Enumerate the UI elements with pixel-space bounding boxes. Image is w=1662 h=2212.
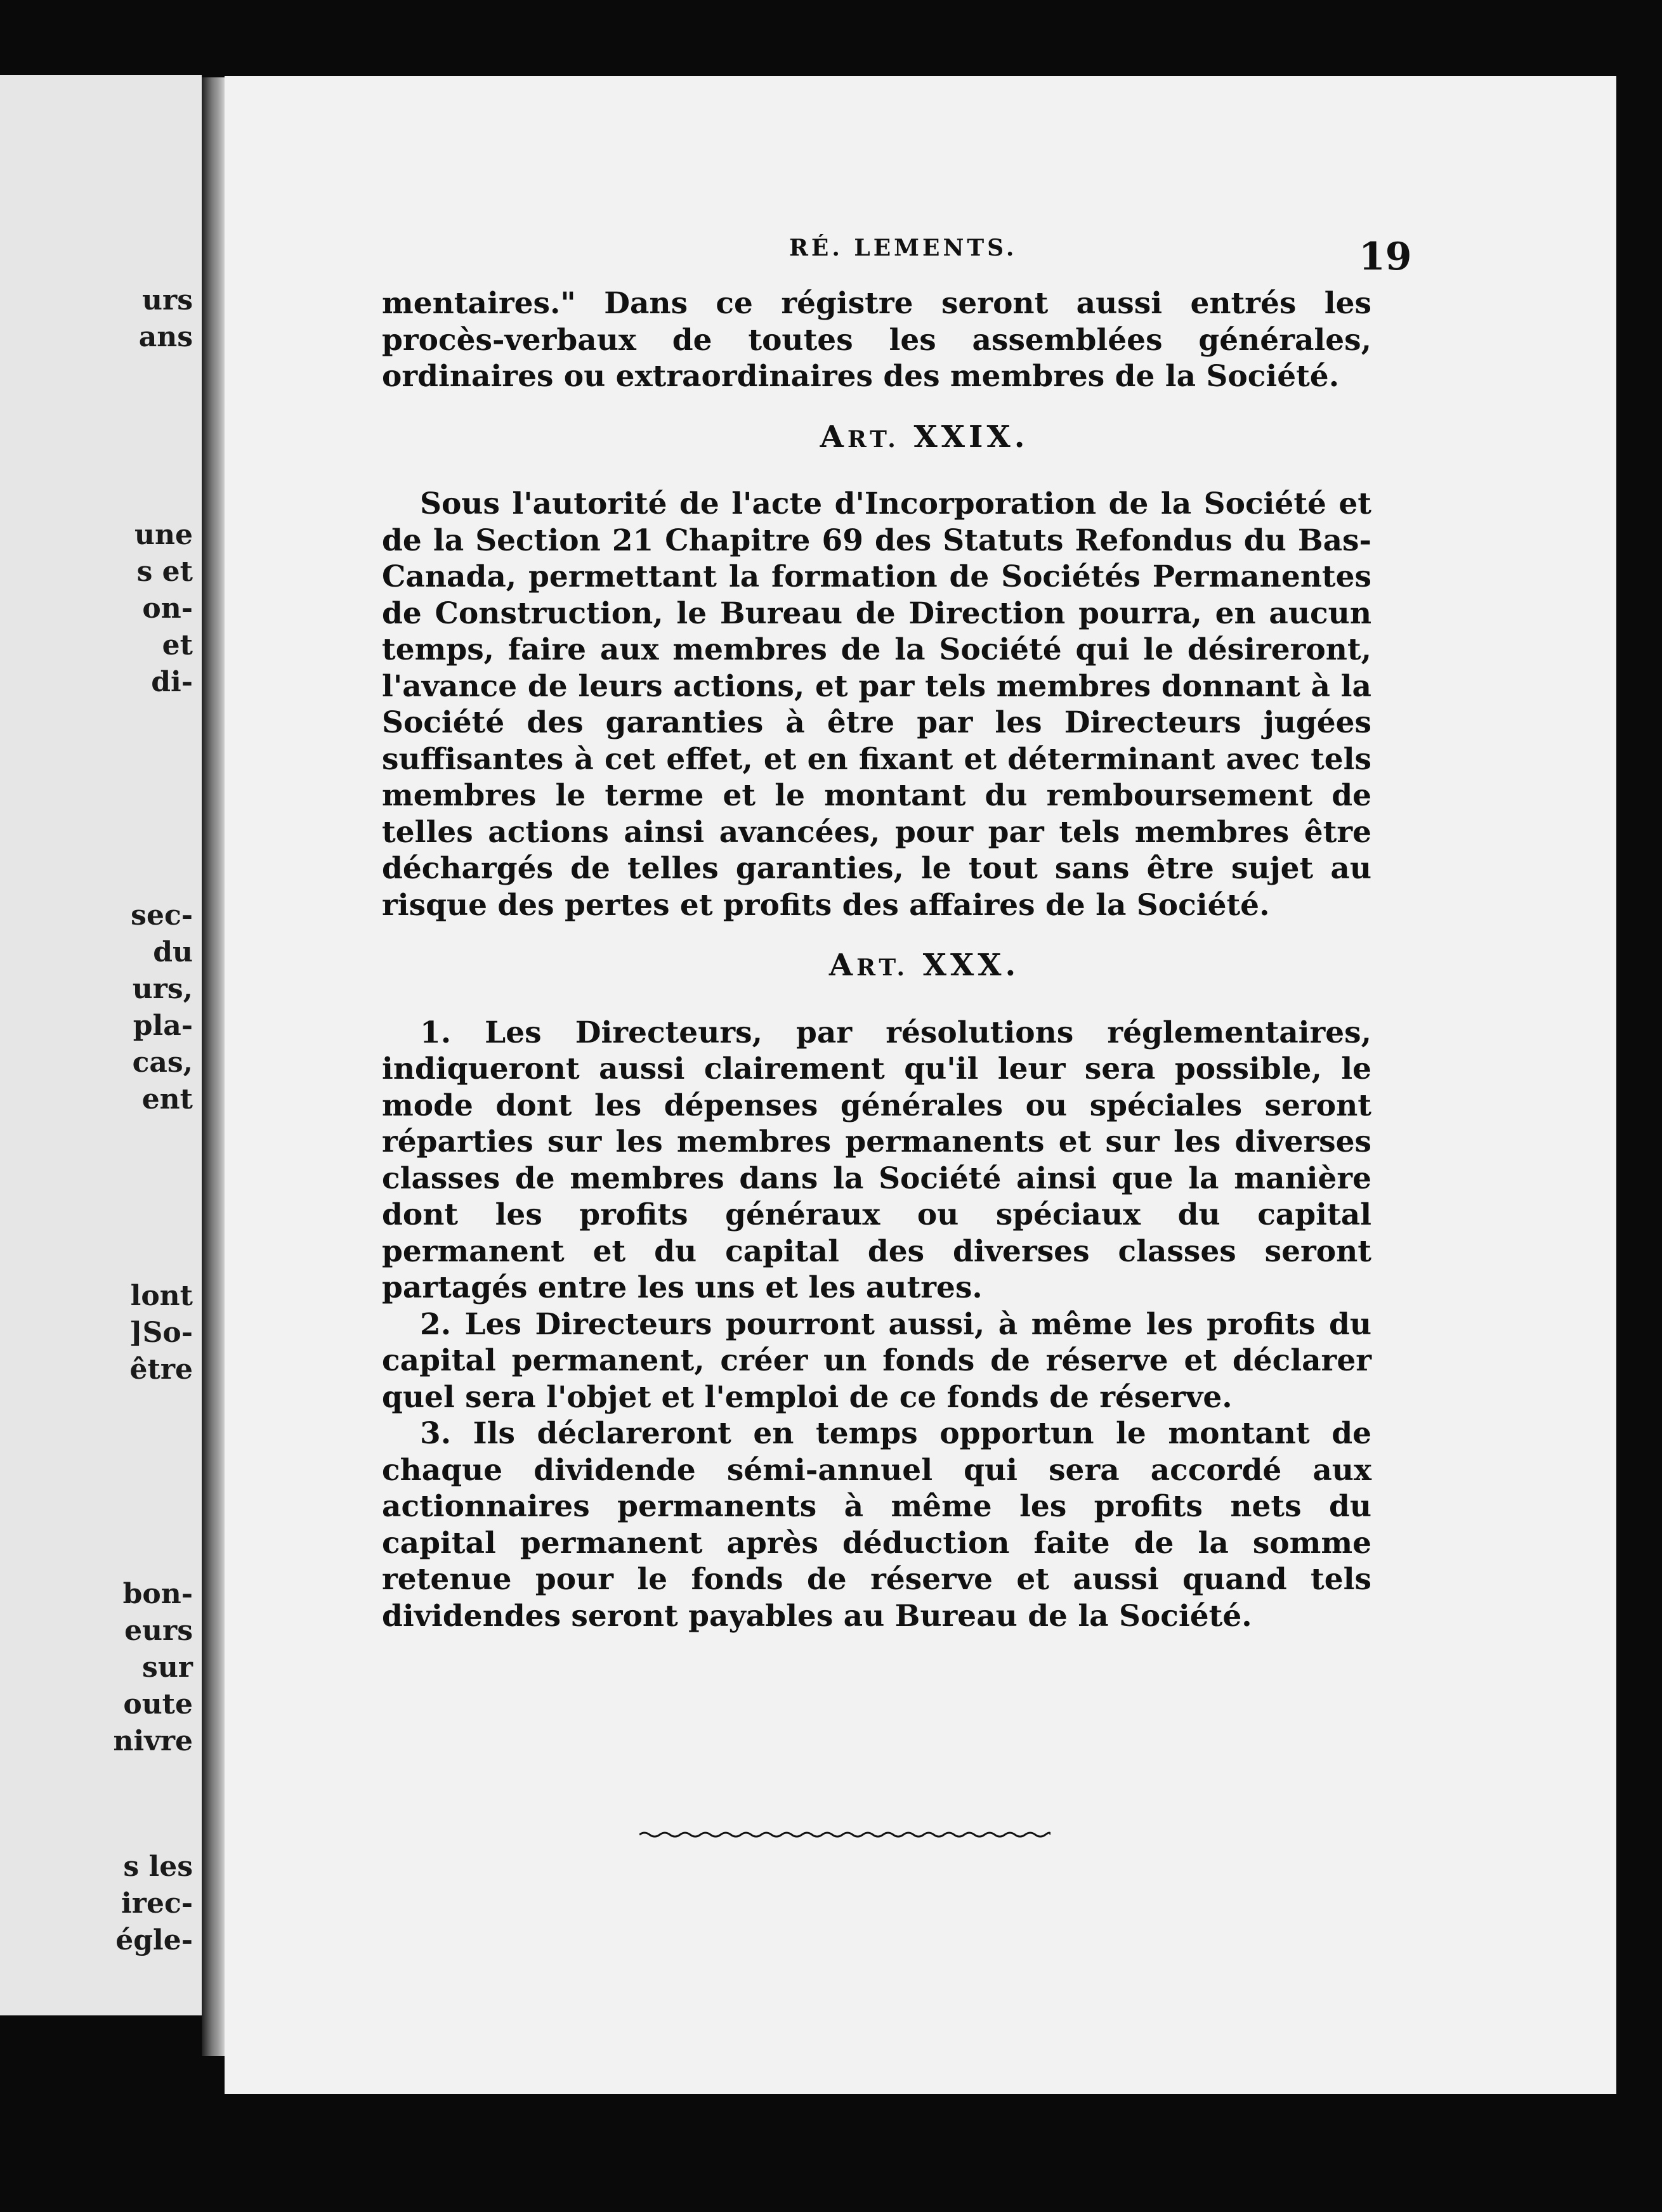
- left-page-fragment: cas,: [132, 1046, 193, 1079]
- left-page: [0, 75, 202, 2015]
- left-page-fragment: bon-: [122, 1578, 193, 1610]
- heading-prefix: A: [820, 419, 847, 455]
- left-page-fragment: sur: [142, 1651, 193, 1684]
- article-30-clause-3: 3. Ils déclareront en temps opportun le montant de chaque dividende sémi-annuel qui sera accordé aux actionnaires permanents à même les profits nets du capital permanent après déduction faite de la somme retenue pour le fonds de réserve et aussi quand tels dividendes seront payables au Bureau de la Société.: [382, 1416, 1371, 1634]
- left-page-fragment: une: [134, 519, 193, 551]
- left-page-fragment: irec-: [121, 1887, 193, 1920]
- left-page-fragment: ]So-: [129, 1317, 193, 1349]
- heading-smallcaps: RT.: [856, 954, 909, 981]
- article-29-paragraph: Sous l'autorité de l'acte d'Incorporation de la Société et de la Section 21 Chapitre 69 des Statuts Refondus du Bas-Canada, permettant la formation de Sociétés Permanentes de Construction, le Bureau de Direction pourra, en aucun temps, faire aux membres de la Société qui le désireront, l'avance de leurs actions, et par tels membres donnant à la Société des garanties à être par les Directeurs jugées suffisantes à cet effet, et en fixant et déterminant avec tels membres le terme et le montant du remboursement de telles actions ainsi avancées, pour par tels membres être déchargés de telles garanties, le tout sans être sujet au risque des pertes et profits des affaires de la Société.: [382, 486, 1371, 923]
- continuation-paragraph: mentaires." Dans ce régistre seront aussi entrés les procès-verbaux de toutes les assemblées générales, ordinaires ou extraordinaires des membres de la Société.: [382, 286, 1371, 394]
- left-page-fragment: urs,: [132, 973, 193, 1005]
- article-30-clause-2: 2. Les Directeurs pourront aussi, à même les profits du capital permanent, créer un fonds de réserve et déclarer quel sera l'objet et l'emploi de ce fonds de réserve.: [382, 1306, 1371, 1415]
- left-page-fragment: ans: [138, 321, 193, 353]
- left-page-fragment: on-: [142, 592, 193, 625]
- left-page-fragment: eurs: [124, 1615, 193, 1647]
- right-page: [225, 76, 1616, 2094]
- left-page-fragment: sec-: [131, 899, 193, 932]
- left-page-fragment: et: [162, 629, 193, 661]
- left-page-fragment: ent: [141, 1083, 193, 1116]
- end-of-section-rule: [639, 1830, 1050, 1839]
- page-number: 19: [1359, 235, 1412, 279]
- left-page-fragment: urs: [142, 284, 193, 316]
- left-page-fragment: nivre: [113, 1725, 193, 1757]
- left-page-fragment: oute: [123, 1688, 193, 1721]
- heading-smallcaps: RT.: [847, 426, 900, 453]
- heading-numeral: XXIX.: [913, 419, 1029, 455]
- article-heading-29: [382, 419, 1371, 459]
- left-page-fragment: lont: [130, 1280, 193, 1312]
- article-30-clause-1: 1. Les Directeurs, par résolutions réglementaires, indiqueront aussi clairement qu'il leur sera possible, le mode dont les dépenses générales ou spéciales seront réparties sur les membres permanents et sur les diverses classes de membres dans la Société ainsi que la manière dont les profits généraux ou spéciaux du capital permanent et du capital des diverses classes seront partagés entre les uns et les autres.: [382, 1015, 1371, 1305]
- left-page-fragment: du: [153, 936, 193, 968]
- running-header: RÉ. LEMENTS.: [789, 235, 1017, 261]
- left-page-fragment: pla-: [133, 1010, 193, 1042]
- left-page-fragment: s et: [136, 556, 193, 588]
- book-gutter: [202, 77, 225, 2056]
- left-page-fragment: s les: [123, 1851, 193, 1883]
- heading-prefix: A: [828, 947, 857, 983]
- left-page-fragment: di-: [151, 666, 193, 698]
- body-text: [382, 285, 1371, 1634]
- left-page-fragment: égle-: [115, 1924, 193, 1956]
- left-page-fragment: être: [129, 1353, 193, 1386]
- heading-numeral: XXX.: [922, 947, 1020, 983]
- article-heading-30: [382, 947, 1371, 987]
